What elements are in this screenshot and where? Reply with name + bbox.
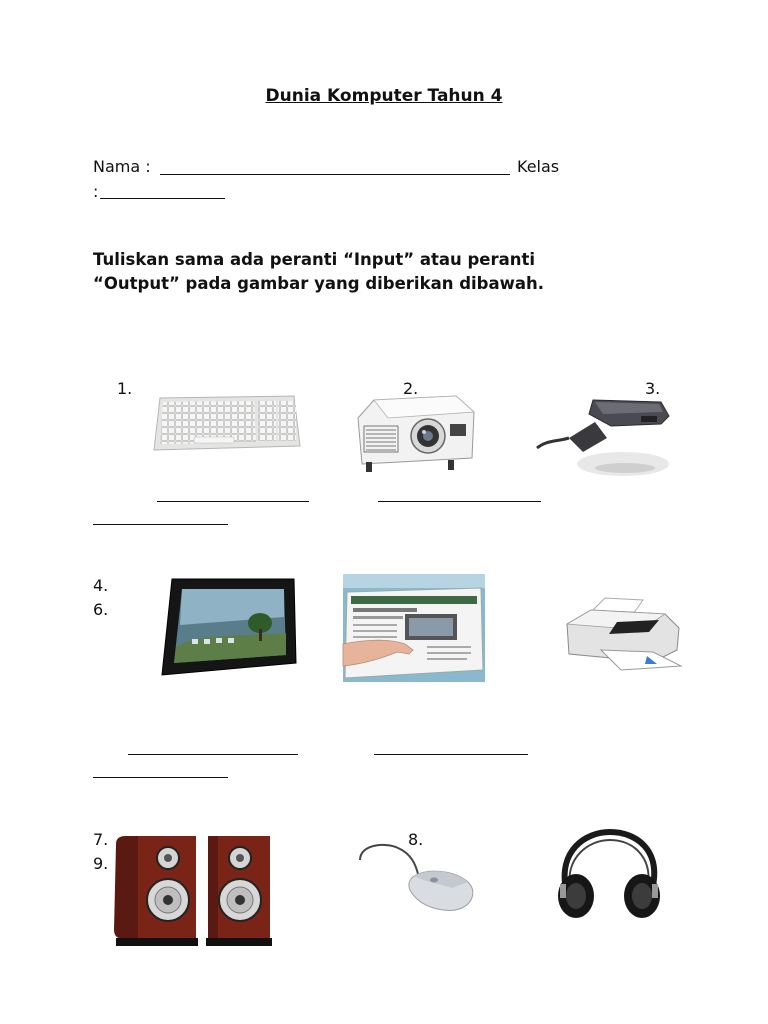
answer-line-2[interactable]	[378, 501, 541, 502]
item-number-6: 6.	[93, 600, 109, 619]
instruction-line-1: Tuliskan sama ada peranti “Input” atau peranti	[93, 250, 536, 269]
speakers-icon	[112, 834, 272, 948]
answer-line-6[interactable]	[93, 777, 228, 778]
kelas-colon: :	[93, 182, 99, 201]
nama-label: Nama :	[93, 157, 151, 176]
item-number-4: 4.	[93, 576, 109, 595]
kelas-label: Kelas	[517, 157, 560, 176]
mouse-icon	[356, 838, 480, 914]
kelas-blank[interactable]	[100, 198, 225, 199]
item-number-3: 3.	[645, 379, 661, 398]
item-number-8: 8.	[408, 830, 424, 849]
instruction-line-2: “Output” pada gambar yang diberikan dibawah.	[93, 274, 544, 293]
answer-line-1[interactable]	[157, 501, 309, 502]
projector-icon	[352, 390, 478, 476]
page-title: Dunia Komputer Tahun 4	[265, 86, 503, 106]
printer-icon	[561, 598, 683, 672]
item-number-9: 9.	[93, 854, 109, 873]
touchscreen-icon	[343, 574, 485, 682]
item-number-1: 1.	[117, 379, 133, 398]
keyboard-icon	[154, 392, 300, 452]
answer-line-4[interactable]	[128, 754, 298, 755]
barcode-scanner-icon	[533, 386, 673, 480]
answer-line-3[interactable]	[93, 524, 228, 525]
item-number-2: 2.	[403, 379, 419, 398]
headphones-icon	[552, 830, 666, 926]
nama-blank[interactable]	[160, 174, 510, 175]
tablet-icon	[160, 577, 298, 679]
answer-line-5[interactable]	[374, 754, 528, 755]
item-number-7: 7.	[93, 830, 109, 849]
